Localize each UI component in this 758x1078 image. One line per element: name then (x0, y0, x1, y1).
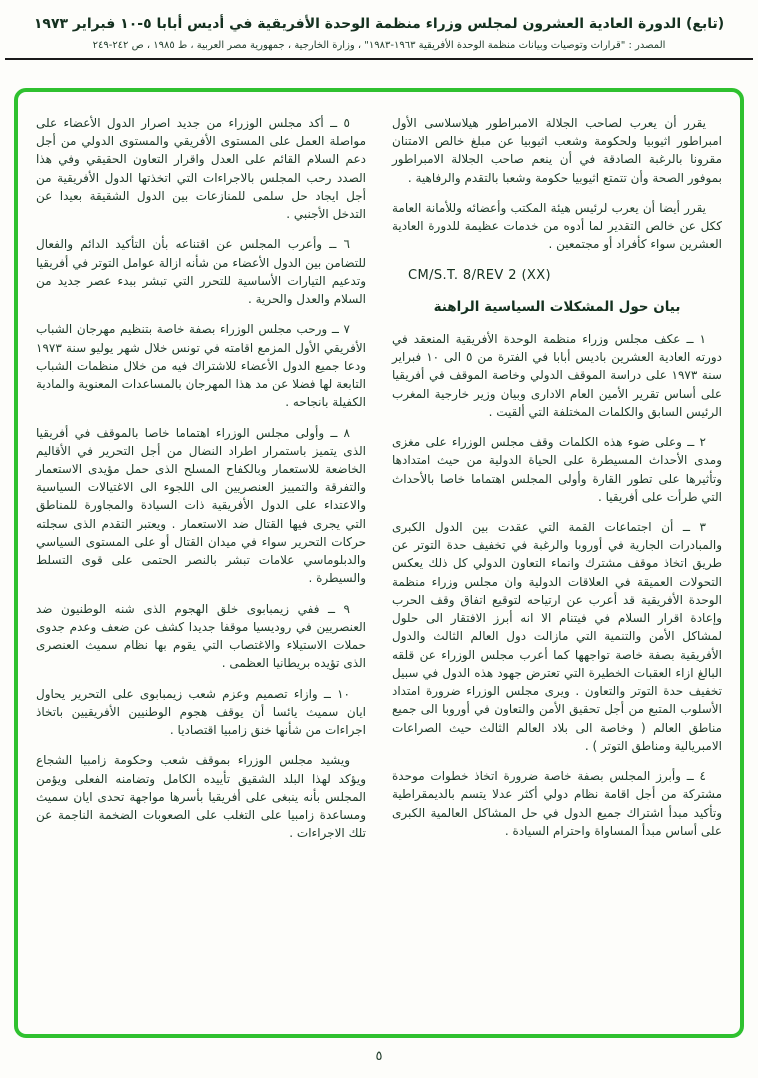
green-border-box (14, 88, 744, 1038)
intro-paragraph-2: يقرر أيضا أن يعرب لرئيس هيئة المكتب وأعضائه وللأمانة العامة ككل عن خالص التقدير لما أدوه من خدمات عظيمة للدورة العادية العشرين سواء كأفراد أو مجتمعين . (392, 200, 722, 252)
page-number: ٥ (375, 1049, 383, 1064)
statement-heading: بيان حول المشكلات السياسية الراهنة (433, 299, 681, 316)
two-column-layout (36, 114, 722, 1018)
numbered-paragraph-3: ٣ ــ أن اجتماعات القمة التي عقدت بين الدول الكبرى والمبادرات الجارية في أوروبا والرغبة في تخفيف حدة التوتر عن طريق اتخاذ موقف مشترك وانماء التعاون الدولي كل ذلك يعكس التحولات العميقة في العلاقات الدولية وان مجلس وزراء منظمة الوحدة الأفريقية قد أعرب عن ارتياحه لتوقيع اتفاق وقف الحرب وإعادة اقرار السلام في فيتنام الا انه أبرز الافتقار الى حلول لمشاكل الأمن والتنمية التي مازالت دول العالم الثالث والدول الأفريقية بصفة خاصة تواجهها كما أعرب مجلس الوزراء عن قلقه البالغ ازاء العقبات الخطيرة التي تعترض جهود هذه الدول في سبيل تخفيف حدة التوتر والتعاون . ويرى مجلس الوزراء ضرورة امتداد الأسلوب المتبع من أجل تحقيق الأمن والتعاون في أوروبا الى جميع مناطق العالم ( وخاصة الى بلاد العالم الثالث حيث الصراعات الامبريالية ومناطق التوتر ) . (392, 520, 722, 753)
left-column (36, 114, 366, 1018)
numbered-paragraph-6: ٦ ــ وأعرب المجلس عن اقتناعه بأن التأكيد الدائم والفعال للتضامن بين الدول الأعضاء من شأنه ازالة عوامل التوتر في أفريقيا وتدعيم التيارات الأساسية للتحرر التي تبشر ببدء عصر جديد من السلام والعدل والحرية . (36, 237, 366, 307)
closing-paragraph: ويشيد مجلس الوزراء بموقف شعب وحكومة زامبيا الشجاع ويؤكد لهذا البلد الشقيق تأييده الكامل وتضامنه الفعلى ويؤمن المجلس بأنه ينبغى على أفريقيا بأسرها مواجهة تحدى ايان سميث ومساعدة زامبيا على التغلب على الصعوبات الضخمة الناجمة عن تلك الاجراءات . (36, 753, 366, 841)
numbered-paragraph-5: ٥ ــ أكد مجلس الوزراء من جديد اصرار الدول الأعضاء على مواصلة العمل على المستوى الأفريقي والمستوى الدولي من أجل دعم السلام القائم على العدل واقرار التعاون الحقيقي وفي هذا الصدد رحب المجلس بالاجراءات التي اتخذتها الدول الأفريقية من أجل ايجاد حل سلمى للمنازعات بين الدول الشقيقة بعيدا عن التدخل الأجنبي . (36, 116, 366, 222)
numbered-paragraph-2: ٢ ــ وعلى ضوء هذه الكلمات وقف مجلس الوزراء على مغزى ومدى الأحداث المسيطرة على الحياة الدولية من حيث امتدادها وتأثيرها على تطور القارة وأولى المجلس اهتماما خاصا بالأحداث التي طرأت على أفريقيا . (392, 435, 722, 504)
right-column (392, 114, 722, 1018)
numbered-paragraph-7: ٧ ــ ورحب مجلس الوزراء بصفة خاصة بتنظيم مهرجان الشباب الأفريقي الأول المزمع اقامته في تونس خلال شهر يوليو سنة ١٩٧٣ ودعا جميع الدول الأعضاء للاشتراك فيه من خلال منظمات الشباب التابعة لها فضلا عن مد هذا المهرجان بالمساعدات المعنوية والمادية الكفيلة بانجاحه . (36, 322, 366, 410)
reference-code: CM/S.T. 8/REV 2 (XX) (408, 267, 552, 283)
numbered-paragraph-4: ٤ ــ وأبرز المجلس بصفة خاصة ضرورة اتخاذ خطوات موحدة مشتركة من أجل اقامة نظام دولي أكثر عدلا يتسم بالديمقراطية وتأكيد مبدأ اشتراك جميع الدول في حل المشاكل العالمية الكبرى على أساس مبدأ المساواة واحترام السيادة . (392, 769, 722, 838)
numbered-paragraph-10: ١٠ ــ وازاء تصميم وعزم شعب زيمبابوى على التحرير يحاول ايان سميث يائسا أن يوقف هجوم الوطنيين الأفريقيين باتخاذ اجراءات من شأنها خنق زامبيا اقتصاديا . (36, 686, 366, 738)
header-title: (تابع) الدورة العادية العشرون لمجلس وزراء منظمة الوحدة الأفريقية في أديس أبابا ٥-١٠ فبراير ١٩٧٣ (33, 16, 725, 32)
header-source: المصدر : "قرارات وتوصيات وبيانات منظمة الوحدة الأفريقية ١٩٦٣-١٩٨٣" ، وزارة الخارجية ، جمهورية مصر العربية ، ط ١٩٨٥ ، ص ٢٤٢-٢٤٩ (92, 40, 666, 51)
numbered-paragraph-8: ٨ ــ وأولى مجلس الوزراء اهتماما خاصا بالموقف في أفريقيا الذى يتميز باستمرار اطراد النضال من أجل التحرير في الأقاليم الخاضعة للاستعمار وبالكفاح المسلح الذى حمل مؤيدى الاستعمار والتفرقة والتمييز العنصريين الى اللجوء الى الاغتيالات السياسية والاعتداء على الدول الأفريقية ذات السيادة والمجاورة للمناطق التي يجرى فيها القتال ضد الاستعمار . ويعتبر التقدم الذى سجلته حركات التحرير سواء في ميدان القتال أو على المستوى السياسي والدبلوماسي علامات تبشر بالنصر الحتمى على قوى التسلط والسيطرة . (36, 425, 366, 586)
intro-paragraph-1: يقرر أن يعرب لصاحب الجلالة الامبراطور هيلاسلاسى الأول امبراطور اثيوبيا ولحكومة وشعب اثيوبيا عن مبلغ خالص الامتنان مقرونا بالرغبة الصادقة في أن ينعم صاحب الجلالة الامبراطور بموفور الصحة وأن تتمتع اثيوبيا حكومة وشعبا بالتقدم والرفاهية . (392, 116, 722, 185)
page-header (0, 0, 758, 60)
header-divider (5, 58, 753, 60)
numbered-paragraph-9: ٩ ــ ففي زيمبابوى خلق الهجوم الذى شنه الوطنيون ضد العنصريين في روديسيا موقفا جديدا كشف عن ضعف وعدم جدوى حملات الاستيلاء والاغتصاب التي يقوم بها نظام سميث العنصرى الذى تؤيده بريطانيا العظمى . (36, 601, 366, 671)
numbered-paragraph-1: ١ ــ عكف مجلس وزراء منظمة الوحدة الأفريقية المنعقد في دورته العادية العشرين باديس أبابا في الفترة من ٥ الى ١٠ فبراير سنة ١٩٧٣ على دراسة الموقف الدولي وخاصة الموقف في أفريقيا على أساس تقرير الأمين العام الادارى وبيان وزير خارجية المغرب الرئيس السابق والكلمات المختلفة التي ألقيت . (392, 331, 722, 419)
